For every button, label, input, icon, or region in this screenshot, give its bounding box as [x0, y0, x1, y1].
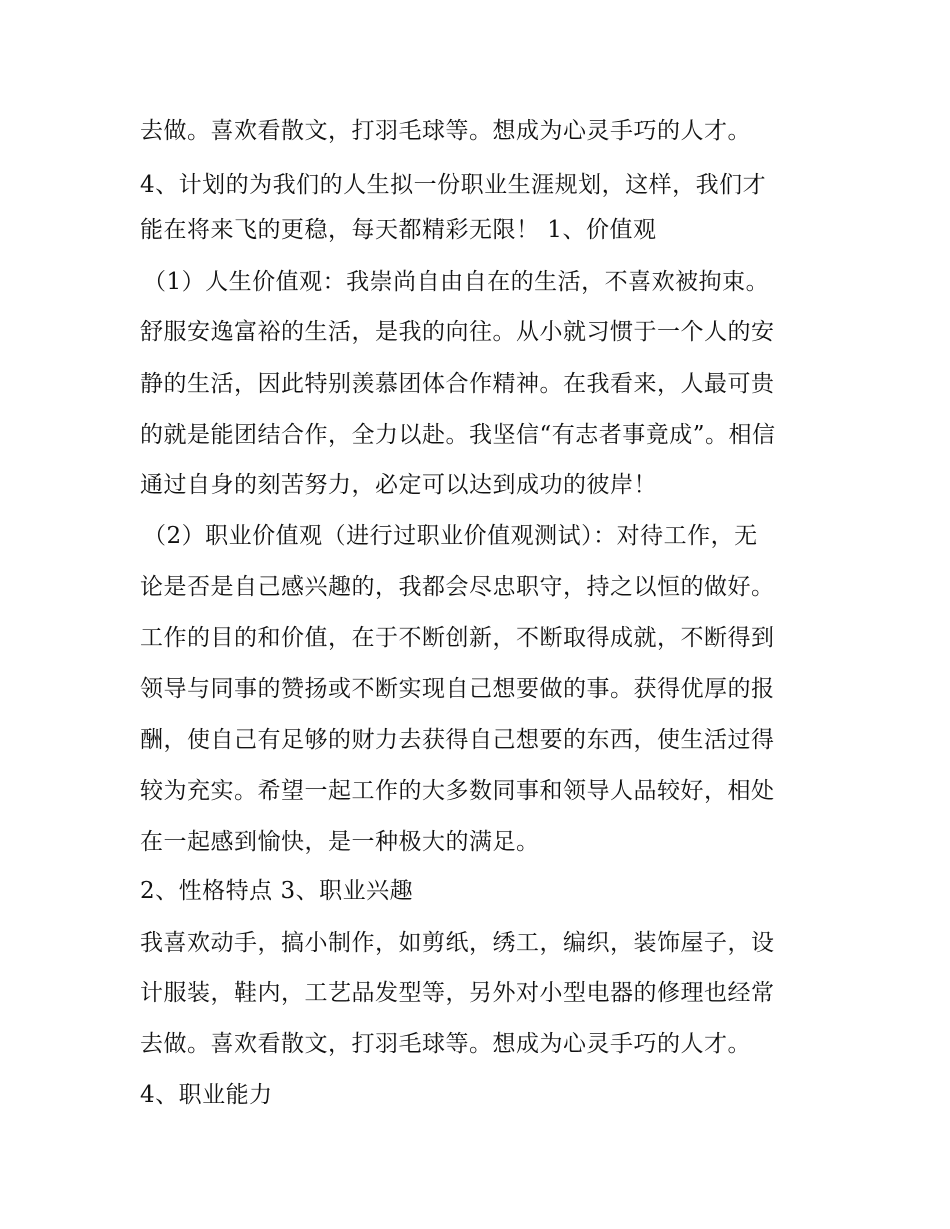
- text-line: 较为充实。希望一起工作的大多数同事和领导人品较好，相处: [140, 778, 775, 804]
- text-line: 4、职业能力: [140, 1082, 273, 1108]
- text-line: 的就是能团结合作，全力以赴。我坚信“有志者事竟成”。相信: [140, 422, 776, 448]
- text-line: 通过自身的刻苦努力，必定可以达到成功的彼岸！: [140, 472, 657, 498]
- text-line: 静的生活，因此特别羡慕团体合作精神。在我看来，人最可贵: [140, 371, 775, 397]
- text-line: 舒服安逸富裕的生活，是我的向往。从小就习惯于一个人的安: [140, 319, 775, 345]
- text-line: 酬，使自己有足够的财力去获得自己想要的东西，使生活过得: [140, 727, 775, 753]
- text-line: 工作的目的和价值，在于不断创新，不断取得成就，不断得到: [140, 625, 775, 651]
- text-line: 4、计划的为我们的人生拟一份职业生涯规划，这样，我们才: [140, 172, 767, 198]
- text-line: 领导与同事的赞扬或不断实现自己想要做的事。获得优厚的报: [140, 676, 775, 702]
- text-line: 去做。喜欢看散文，打羽毛球等。想成为心灵手巧的人才。: [140, 1031, 751, 1057]
- text-line: （1）人生价值观：我崇尚自由自在的生活，不喜欢被拘束。: [143, 269, 770, 295]
- text-line: 能在将来飞的更稳，每天都精彩无限！ 1、价值观: [140, 217, 657, 243]
- text-line: （2）职业价值观（进行过职业价值观测试）：对待工作，无: [143, 523, 758, 549]
- text-line: 论是否是自己感兴趣的，我都会尽忠职守，持之以恒的做好。: [140, 574, 775, 600]
- text-line: 2、性格特点 3、职业兴趣: [140, 878, 414, 904]
- text-line: 计服装，鞋内，工艺品发型等，另外对小型电器的修理也经常: [140, 980, 775, 1006]
- text-line: 我喜欢动手，搞小制作，如剪纸，绣工，编织，装饰屋子，设: [140, 930, 775, 956]
- text-line: 去做。喜欢看散文，打羽毛球等。想成为心灵手巧的人才。: [140, 118, 751, 144]
- text-line: 在一起感到愉快，是一种极大的满足。: [140, 829, 540, 855]
